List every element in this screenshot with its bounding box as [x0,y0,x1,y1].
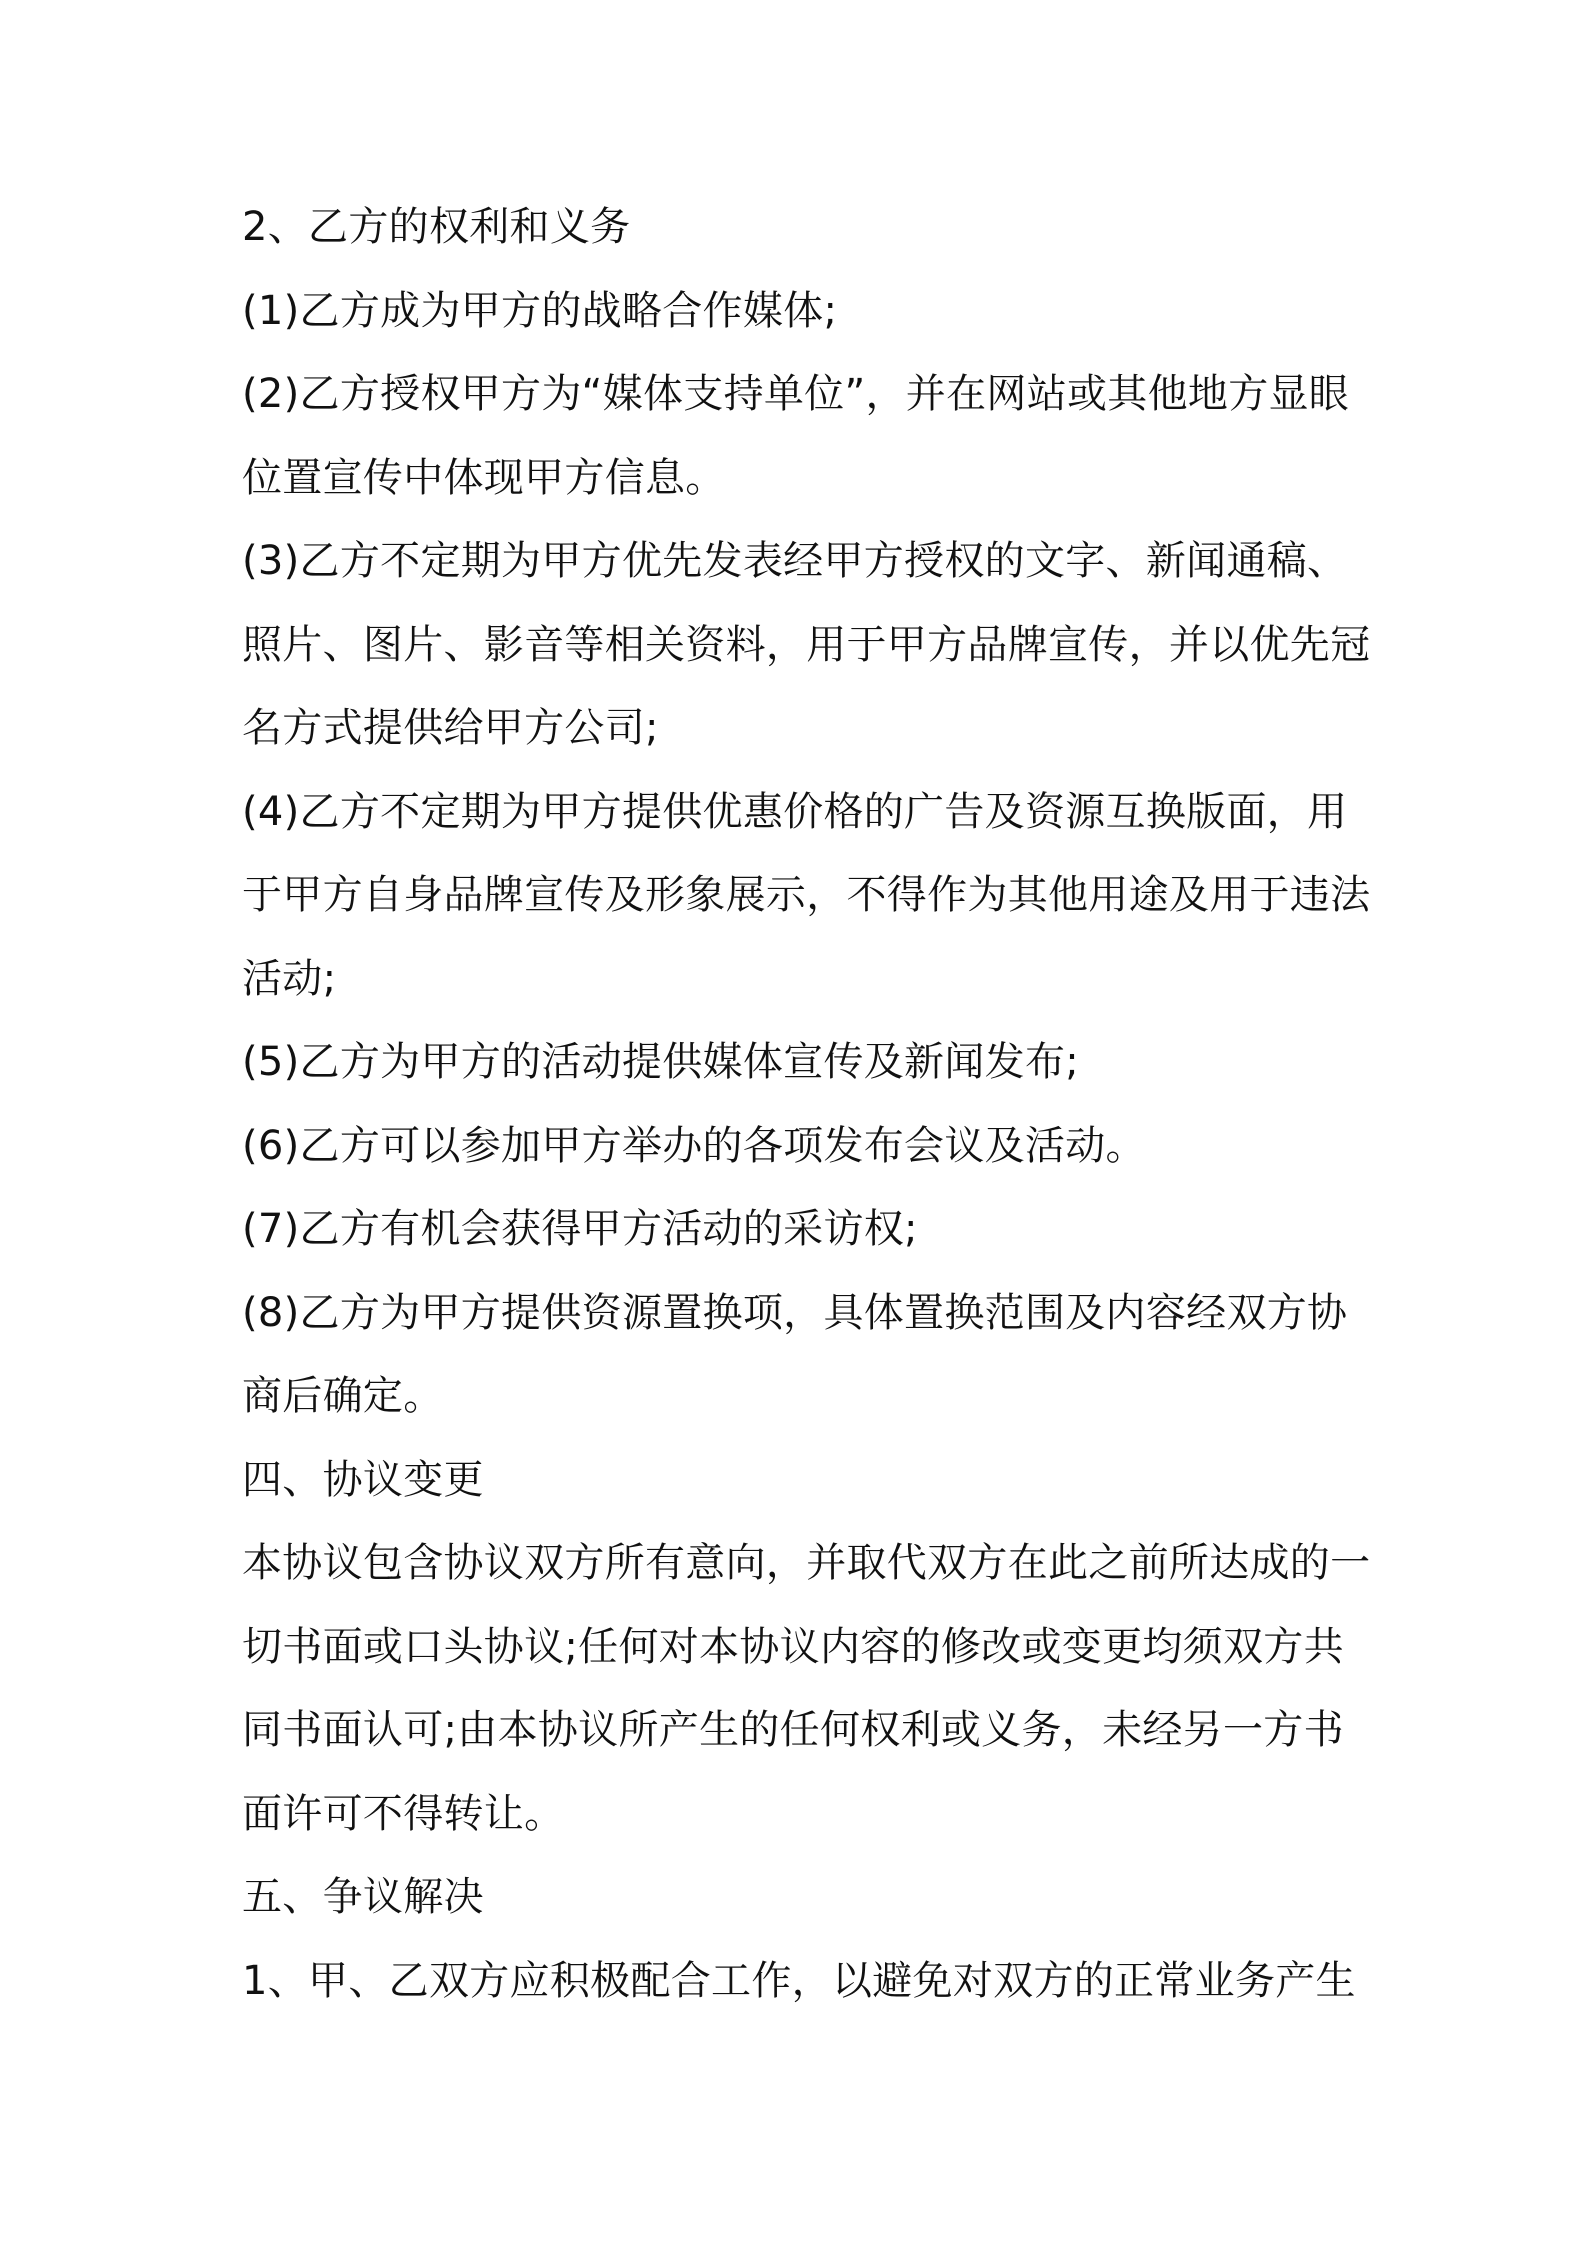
section-heading-dispute-resolution: 五、争议解决 [242,1874,484,1920]
clause-1: (1)乙方成为甲方的战略合作媒体; [242,287,838,334]
clause-4-line-3: 活动; [242,955,337,1002]
dispute-clause-1-line-1: 1、甲、乙双方应积极配合工作，以避免对双方的正常业务产生 [242,1957,1356,2004]
agreement-change-line-3: 同书面认可;由本协议所产生的任何权利或义务，未经另一方书 [242,1707,1344,1753]
clause-2-line-2: 位置宣传中体现甲方信息。 [242,454,726,501]
clause-3-line-3: 名方式提供给甲方公司; [242,705,659,751]
clause-2-line-1: (2)乙方授权甲方为“媒体支持单位”，并在网站或其他地方显眼 [242,371,1350,417]
section-heading-party-b-rights: 2、乙方的权利和义务 [242,204,631,250]
clause-3-line-2: 照片、图片、影音等相关资料，用于甲方品牌宣传，并以优先冠 [242,621,1371,668]
clause-8-line-2: 商后确定。 [242,1373,444,1419]
clause-3-line-1: (3)乙方不定期为甲方优先发表经甲方授权的文字、新闻通稿、 [242,538,1348,584]
section-heading-agreement-change: 四、协议变更 [242,1456,484,1503]
agreement-change-line-1: 本协议包含协议双方所有意向，并取代双方在此之前所达成的一 [242,1540,1371,1586]
agreement-change-line-2: 切书面或口头协议;任何对本协议内容的修改或变更均须双方共 [242,1623,1344,1670]
agreement-change-line-4: 面许可不得转让。 [242,1790,565,1837]
clause-6: (6)乙方可以参加甲方举办的各项发布会议及活动。 [242,1122,1146,1169]
clause-4-line-2: 于甲方自身品牌宣传及形象展示，不得作为其他用途及用于违法 [242,872,1371,918]
clause-5: (5)乙方为甲方的活动提供媒体宣传及新闻发布; [242,1039,1080,1085]
clause-7: (7)乙方有机会获得甲方活动的采访权; [242,1206,918,1252]
clause-4-line-1: (4)乙方不定期为甲方提供优惠价格的广告及资源互换版面，用 [242,788,1348,835]
document-body [242,186,1371,2023]
clause-8-line-1: (8)乙方为甲方提供资源置换项，具体置换范围及内容经双方协 [242,1289,1348,1336]
